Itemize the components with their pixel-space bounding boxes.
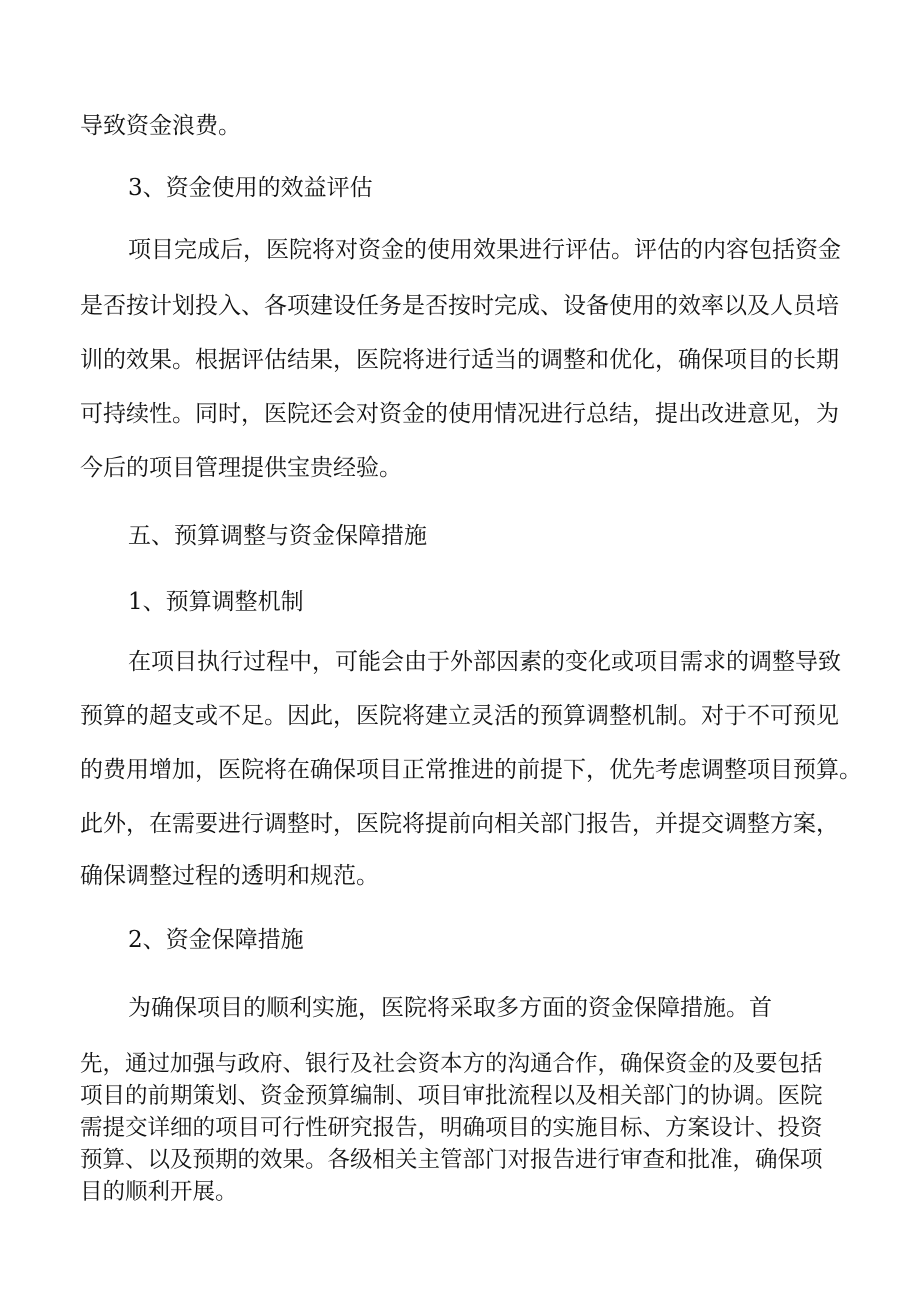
text-line: 的费用增加，医院将在确保项目正常推进的前提下，优先考虑调整项目预算。 bbox=[80, 757, 862, 783]
text-line: 导致资金浪费。 bbox=[80, 113, 241, 139]
text-line: 此外，在需要进行调整时，医院将提前向相关部门报告，并提交调整方案， bbox=[80, 811, 839, 837]
chapter-heading: 五、预算调整与资金保障措施 bbox=[128, 523, 427, 549]
text-line: 预算、以及预期的效果。各级相关主管部门对报告进行审查和批准，确保项 bbox=[80, 1147, 823, 1173]
text-line: 可持续性。同时，医院还会对资金的使用情况进行总结，提出改进意见，为 bbox=[80, 401, 839, 427]
text-line: 在项目执行过程中，可能会由于外部因素的变化或项目需求的调整导致 bbox=[128, 649, 841, 675]
text-line: 是否按计划投入、各项建设任务是否按时完成、设备使用的效率以及人员培 bbox=[80, 293, 839, 319]
text-line: 为确保项目的顺利实施，医院将采取多方面的资金保障措施。首 bbox=[128, 995, 772, 1021]
text-line: 项目的前期策划、资金预算编制、项目审批流程以及相关部门的协调。医院 bbox=[80, 1083, 823, 1109]
text-line: 训的效果。根据评估结果，医院将进行适当的调整和优化，确保项目的长期 bbox=[80, 347, 839, 373]
text-line: 先，通过加强与政府、银行及社会资本方的沟通合作，确保资金的及要包括 bbox=[80, 1051, 823, 1077]
text-line: 目的顺利开展。 bbox=[80, 1179, 238, 1205]
text-line: 项目完成后，医院将对资金的使用效果进行评估。评估的内容包括资金 bbox=[128, 237, 841, 263]
text-line: 需提交详细的项目可行性研究报告，明确项目的实施目标、方案设计、投资 bbox=[80, 1115, 823, 1141]
text-line: 预算的超支或不足。因此，医院将建立灵活的预算调整机制。对于不可预见 bbox=[80, 703, 839, 729]
section-heading: 2、资金保障措施 bbox=[128, 927, 304, 953]
section-heading: 3、资金使用的效益评估 bbox=[128, 175, 373, 201]
text-line: 今后的项目管理提供宝贵经验。 bbox=[80, 455, 402, 481]
text-line: 确保调整过程的透明和规范。 bbox=[80, 863, 379, 889]
section-heading: 1、预算调整机制 bbox=[128, 589, 304, 615]
